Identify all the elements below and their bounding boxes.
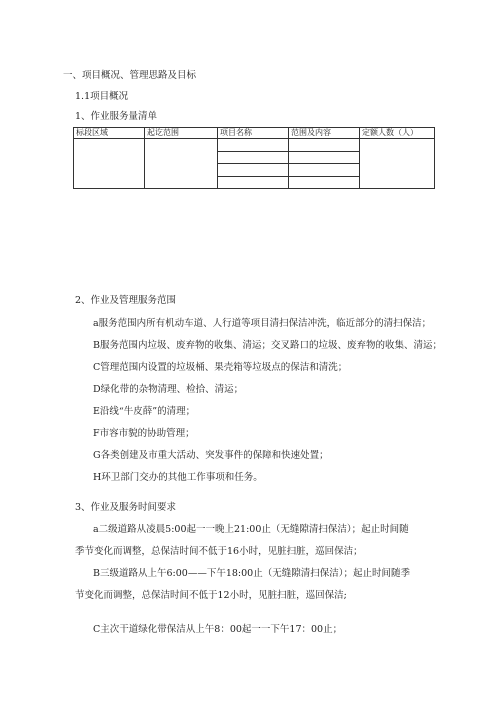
scope-item: D绿化带的杂物清理、检拾、清运； — [93, 384, 244, 395]
service-quantity-table — [73, 127, 435, 189]
section-2-heading: 2、作业及管理服务范围 — [75, 295, 177, 306]
table-row — [74, 139, 435, 151]
table-cell — [218, 151, 289, 163]
table-cell — [74, 139, 145, 189]
time-item-line: 节变化而调整，总保洁时间不低于12小时，见脏扫脏，巡回保洁; — [75, 590, 347, 601]
section-3-heading: 3、作业及服务时间要求 — [75, 502, 177, 513]
scope-item: G各类创建及市重大活动、突发事件的保障和快速处置； — [93, 450, 329, 461]
time-item-line: C主次干道绿化带保洁从上午8：00起一一下午17：00止； — [93, 624, 343, 635]
table-cell — [218, 164, 289, 176]
table-header-cell: 范围及内容 — [289, 128, 360, 139]
table-cell — [360, 139, 435, 189]
scope-item: B服务范围内垃圾、废弃物的收集、清运；交叉路口的垃圾、废弃物的收集、清运； — [93, 340, 442, 351]
section-1-heading: 一、项目概况、管理思路及目标 — [63, 70, 197, 81]
scope-item: C管理范围内设置的垃圾桶、果壳箱等垃圾点的保洁和清洗； — [93, 362, 348, 373]
table-cell — [218, 176, 289, 188]
scope-item: a服务范围内所有机动车道、人行道等项目清扫保洁冲洗，临近部分的清扫保洁； — [93, 318, 432, 329]
table-header-cell: 项目名称 — [218, 128, 289, 139]
section-1-1-heading: 1.1项目概况 — [75, 91, 129, 102]
table-header-cell: 定额人数（人） — [360, 128, 435, 139]
table-cell — [289, 151, 360, 163]
table-cell — [145, 139, 218, 189]
table-cell — [289, 176, 360, 188]
scope-item: F市容市貌的协助管理； — [93, 428, 195, 439]
table-cell — [289, 164, 360, 176]
time-item-line: 季节变化而调整，总保洁时间不低于16小时，见脏扫脏，巡回保洁； — [75, 546, 363, 557]
scope-item: H环卫部门交办的其他工作事项和任务。 — [93, 472, 263, 483]
table-cell — [289, 139, 360, 151]
table-header-cell: 标段区域 — [74, 128, 145, 139]
time-item-line: a二级道路从凌晨5:00起一一晚上21:00止（无缝隙清扫保洁）；起止时间随 — [93, 524, 409, 535]
scope-item: E沿线“牛皮薛”的清理； — [93, 406, 196, 417]
service-list-title: 1、作业服务量清单 — [75, 111, 158, 122]
table-header-row — [74, 128, 435, 139]
table-cell — [218, 139, 289, 151]
time-item-line: B三级道路从上午6:00——下午18:00止（无缝隙清扫保洁）；起止时间随季 — [93, 568, 410, 579]
table-header-cell: 起讫范围 — [145, 128, 218, 139]
